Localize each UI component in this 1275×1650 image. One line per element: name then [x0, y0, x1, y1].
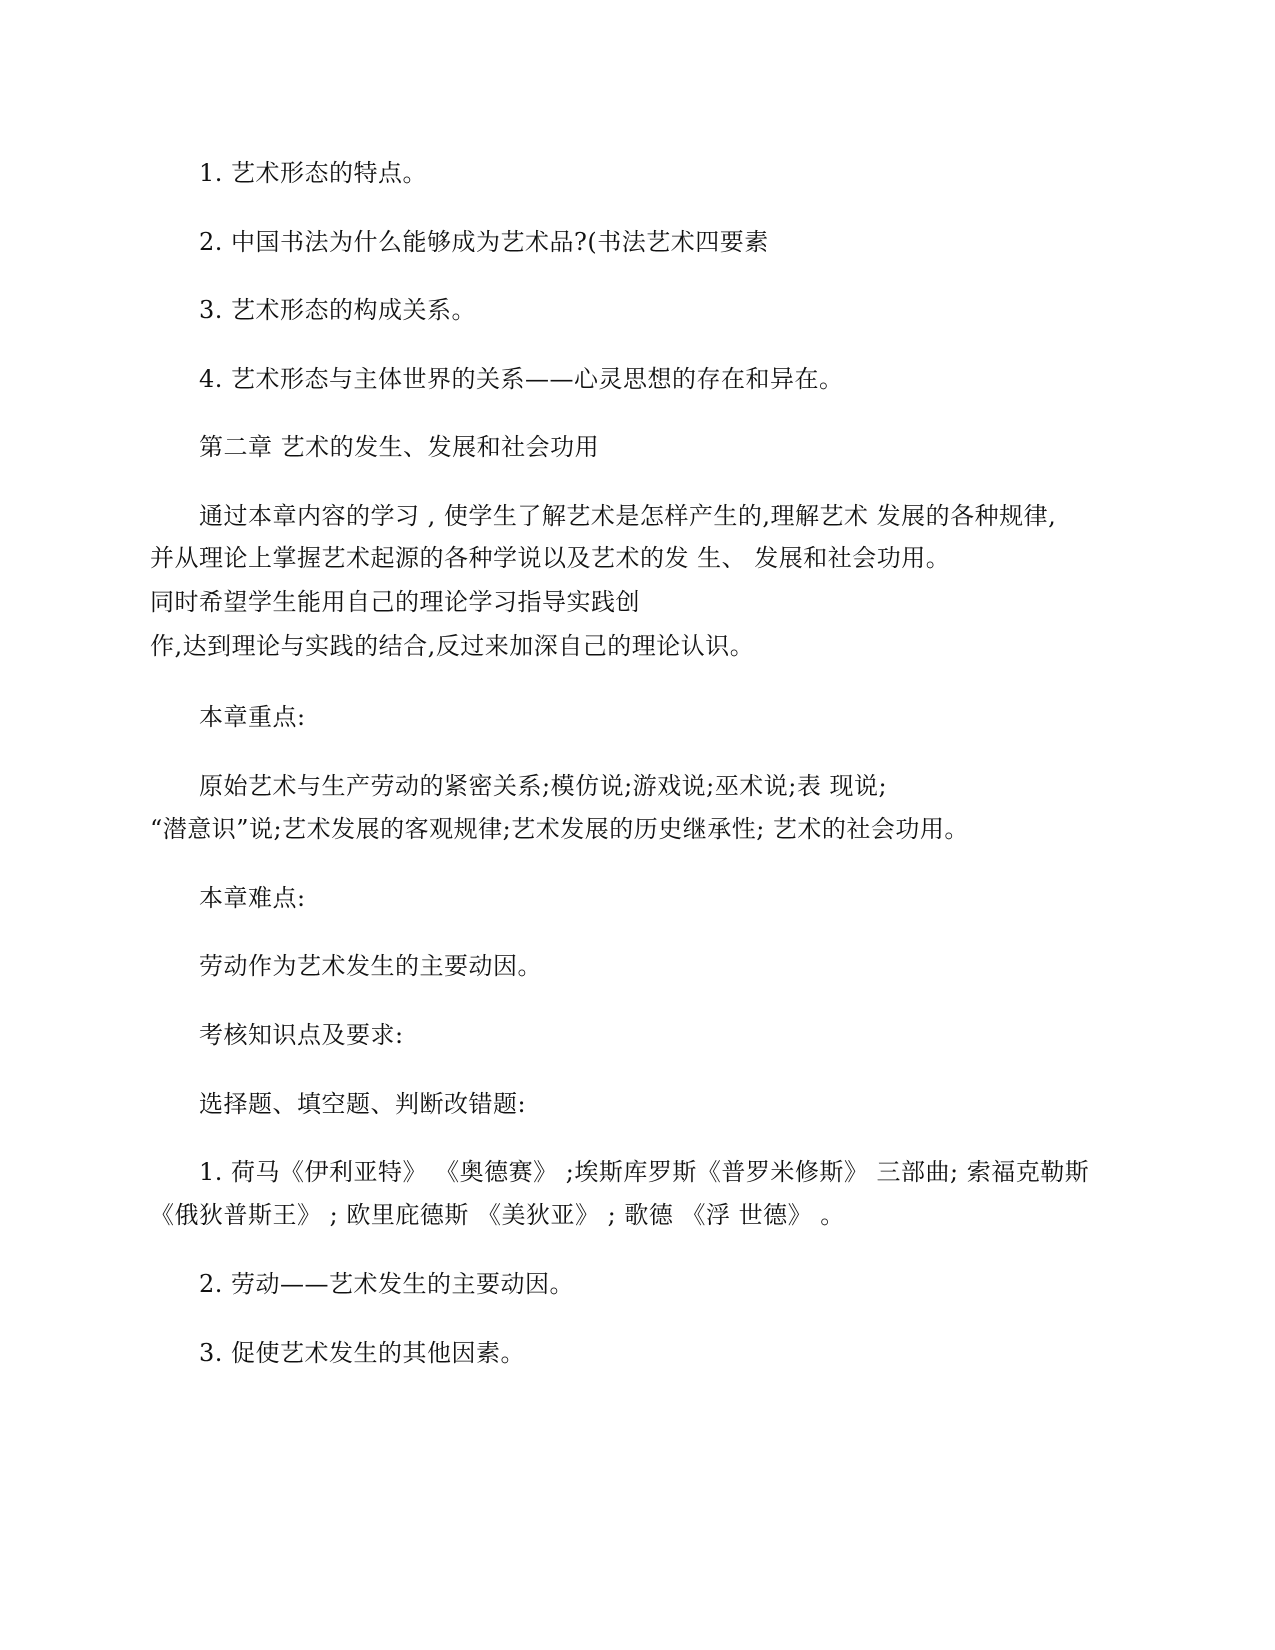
intro-paragraph-line-1: 通过本章内容的学习 , 使学生了解艺术是怎样产生的,理解艺术 发展的各种规律, [199, 502, 1057, 530]
intro-paragraph-line-4: 作,达到理论与实践的结合,反过来加深自己的理论认识。 [150, 632, 755, 660]
key-points-line-2: “潜意识”说;艺术发展的客观规律;艺术发展的历史继承性; 艺术的社会功用。 [150, 815, 969, 843]
key-points-line-1: 原始艺术与生产劳动的紧密关系;模仿说;游戏说;巫术说;表 现说; [199, 772, 888, 800]
list-item-art-form-features: 1. 艺术形态的特点。 [199, 159, 428, 187]
key-points-heading: 本章重点: [199, 703, 306, 731]
list-item-calligraphy: 2. 中国书法为什么能够成为艺术品?(书法艺术四要素 [199, 228, 769, 256]
difficulties-heading: 本章难点: [199, 884, 306, 912]
assessment-item-2: 2. 劳动——艺术发生的主要动因。 [199, 1270, 575, 1298]
assessment-heading: 考核知识点及要求: [199, 1021, 404, 1049]
assessment-item-1-line-2: 《俄狄普斯王》 ; 欧里庇德斯 《美狄亚》 ; 歌德 《浮 世德》 。 [150, 1201, 845, 1229]
question-types: 选择题、填空题、判断改错题: [199, 1090, 527, 1118]
assessment-item-3: 3. 促使艺术发生的其他因素。 [199, 1339, 526, 1367]
list-item-composition: 3. 艺术形态的构成关系。 [199, 296, 477, 324]
chapter-heading: 第二章 艺术的发生、发展和社会功用 [199, 433, 600, 461]
assessment-item-1-line-1: 1. 荷马《伊利亚特》 《奥德赛》 ;埃斯库罗斯《普罗米修斯》 三部曲; 索福克勒斯 [199, 1158, 1090, 1186]
intro-paragraph-line-2: 并从理论上掌握艺术起源的各种学说以及艺术的发 生、 发展和社会功用。 [150, 544, 951, 572]
list-item-subject-world: 4. 艺术形态与主体世界的关系——心灵思想的存在和异在。 [199, 365, 844, 393]
intro-paragraph-line-3: 同时希望学生能用自己的理论学习指导实践创 [150, 588, 640, 616]
difficulties-text: 劳动作为艺术发生的主要动因。 [199, 952, 542, 980]
